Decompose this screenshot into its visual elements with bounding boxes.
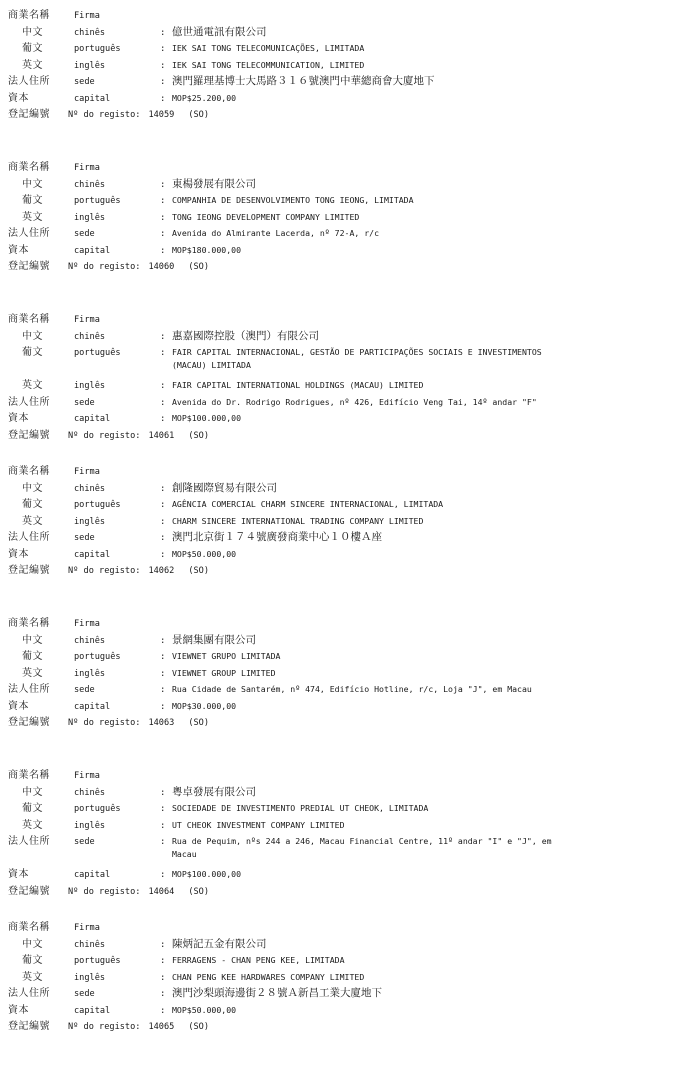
registo-row	[8, 105, 690, 122]
sede-label-zh: 法人住所	[8, 532, 50, 543]
capital-value: MOP$180.000,00	[172, 244, 242, 255]
capital-label-pt: capital	[74, 245, 111, 256]
firma-label-pt: Firma	[74, 923, 100, 933]
colon: :	[160, 229, 166, 239]
portugues-continuation-row	[8, 360, 690, 377]
sede-label-pt: sede	[74, 397, 95, 408]
firma-row	[8, 310, 690, 327]
portugues-label-zh: 葡文	[22, 195, 43, 206]
firma-label-zh: 商業名稱	[8, 618, 50, 629]
company-record	[8, 6, 690, 158]
sede-label-pt: sede	[74, 77, 95, 87]
ingles-label-zh: 英文	[22, 819, 43, 831]
portugues-label-zh: 葡文	[22, 955, 43, 966]
chines-label-pt: chinês	[74, 787, 106, 798]
portuguese-name-value: SOCIEDADE DE INVESTIMENTO PREDIAL UT CHEOK, LIMITADA	[172, 803, 429, 813]
sede-value: 澳門北京街１７４號廣發商業中心１０樓Ａ座	[172, 531, 382, 543]
chines-label-pt: chinês	[74, 331, 106, 342]
firma-label-pt: Firma	[74, 619, 100, 629]
registo-number: 14062	[148, 566, 175, 576]
colon: :	[160, 245, 166, 256]
capital-label-zh: 資本	[8, 548, 29, 560]
english-name-value: IEK SAI TONG TELECOMMUNICATION, LIMITED	[172, 59, 365, 70]
capital-label-pt: capital	[74, 701, 111, 712]
portugues-label-zh: 葡文	[22, 651, 43, 662]
registo-label-zh: 登記編號	[8, 1021, 50, 1032]
capital-row	[8, 545, 690, 562]
portugues-label-pt: português	[74, 196, 121, 206]
capital-value: MOP$50.000,00	[172, 1004, 237, 1015]
company-record	[8, 614, 690, 766]
ingles-label-pt: inglês	[74, 212, 106, 223]
colon: :	[160, 787, 166, 798]
company-record	[8, 918, 690, 1070]
capital-label-pt: capital	[74, 93, 111, 104]
registo-code: (SO)	[188, 110, 210, 120]
ingles-row	[8, 968, 690, 985]
portugues-row	[8, 191, 690, 208]
firma-label-pt: Firma	[74, 315, 100, 325]
colon: :	[160, 397, 166, 408]
sede-label-pt: sede	[74, 229, 95, 239]
chines-label-zh: 中文	[22, 330, 43, 342]
ingles-label-zh: 英文	[22, 59, 43, 71]
portuguese-name-value: COMPANHIA DE DESENVOLVIMENTO TONG IEONG, LIMITADA	[172, 195, 414, 205]
registo-code: (SO)	[188, 1022, 210, 1032]
registo-label-pt: Nº do registo:	[68, 110, 141, 120]
portugues-label-pt: português	[74, 348, 121, 358]
chines-label-pt: chinês	[74, 483, 106, 494]
chinese-name-value: 惠嘉國際控股（澳門）有限公司	[172, 329, 319, 342]
sede-label-zh: 法人住所	[8, 396, 50, 408]
sede-label-zh: 法人住所	[8, 228, 50, 239]
capital-label-pt: capital	[74, 414, 111, 424]
chines-label-pt: chinês	[74, 27, 106, 38]
registo-row	[8, 561, 690, 578]
ingles-row	[8, 664, 690, 681]
english-name-value: CHAN PENG KEE HARDWARES COMPANY LIMITED	[172, 971, 365, 982]
capital-value: MOP$30.000,00	[172, 700, 237, 711]
chines-row	[8, 935, 690, 952]
colon: :	[160, 939, 166, 950]
sede-label-pt: sede	[74, 989, 95, 999]
portugues-label-pt: português	[74, 956, 121, 966]
ingles-row	[8, 816, 690, 833]
colon: :	[160, 381, 166, 391]
english-name-value: TONG IEONG DEVELOPMENT COMPANY LIMITED	[172, 211, 360, 222]
portuguese-name-value: FAIR CAPITAL INTERNACIONAL, GESTÃO DE PARTICIPAÇÕES SOCIAIS E INVESTIMENTOS	[172, 347, 542, 357]
registo-number: 14063	[148, 718, 175, 728]
firma-label-zh: 商業名稱	[8, 162, 50, 173]
chinese-name-value: 創隆國際貿易有限公司	[172, 481, 277, 494]
capital-label-zh: 資本	[8, 1004, 29, 1016]
colon: :	[160, 331, 166, 342]
capital-value: MOP$50.000,00	[172, 548, 237, 559]
sede-label-pt: sede	[74, 837, 95, 847]
sede-value: 澳門羅理基博士大馬路３１６號澳門中華總商會大廈地下	[172, 75, 435, 87]
portuguese-name-value: FERRAGENS - CHAN PENG KEE, LIMITADA	[172, 955, 345, 965]
chines-row	[8, 175, 690, 192]
firma-label-zh: 商業名稱	[8, 922, 50, 933]
registo-code: (SO)	[188, 886, 210, 897]
registo-row	[8, 713, 690, 730]
firma-label-zh: 商業名稱	[8, 466, 50, 477]
firma-label-zh: 商業名稱	[8, 314, 50, 325]
colon: :	[160, 348, 166, 358]
colon: :	[160, 500, 166, 510]
capital-row	[8, 409, 690, 426]
registo-number: 14061	[148, 430, 175, 441]
ingles-label-pt: inglês	[74, 381, 106, 391]
capital-label-zh: 資本	[8, 92, 29, 104]
colon: :	[160, 196, 166, 206]
registo-number: 14059	[148, 110, 175, 120]
firma-row	[8, 918, 690, 935]
registo-label-pt: Nº do registo:	[68, 886, 141, 897]
colon: :	[160, 870, 166, 880]
colon: :	[160, 93, 166, 104]
colon: :	[160, 77, 166, 87]
sede-value: Avenida do Almirante Lacerda, nº 72-A, r/c	[172, 228, 380, 238]
english-name-value: UT CHEOK INVESTMENT COMPANY LIMITED	[172, 819, 345, 830]
capital-label-zh: 資本	[8, 413, 29, 424]
colon: :	[160, 972, 166, 983]
ingles-label-zh: 英文	[22, 971, 43, 983]
chines-row	[8, 631, 690, 648]
registo-label-zh: 登記編號	[8, 565, 50, 576]
chines-label-pt: chinês	[74, 939, 106, 950]
firma-row	[8, 158, 690, 175]
chinese-name-value: 粵卓發展有限公司	[172, 785, 256, 798]
registo-label-pt: Nº do registo:	[68, 430, 141, 441]
capital-label-zh: 資本	[8, 869, 29, 880]
company-record	[8, 462, 690, 614]
colon: :	[160, 837, 166, 847]
sede-label-zh: 法人住所	[8, 988, 50, 999]
portuguese-name-value: IEK SAI TONG TELECOMUNICAÇÕES, LIMITADA	[172, 43, 365, 53]
firma-row	[8, 614, 690, 631]
colon: :	[160, 989, 166, 999]
capital-label-zh: 資本	[8, 244, 29, 256]
colon: :	[160, 516, 166, 527]
chines-label-zh: 中文	[22, 178, 43, 190]
firma-label-zh: 商業名稱	[8, 770, 50, 781]
firma-label-pt: Firma	[74, 163, 100, 173]
portuguese-name-continuation: (MACAU) LIMITADA	[172, 359, 251, 370]
registo-label-zh: 登記編號	[8, 717, 50, 728]
ingles-row	[8, 512, 690, 529]
sede-continuation-row	[8, 849, 690, 866]
registo-label-pt: Nº do registo:	[68, 262, 141, 272]
colon: :	[160, 956, 166, 966]
chines-label-pt: chinês	[74, 179, 106, 190]
firma-row	[8, 462, 690, 479]
registo-label-zh: 登記編號	[8, 885, 50, 897]
chinese-name-value: 景網集團有限公司	[172, 633, 256, 646]
chines-label-zh: 中文	[22, 634, 43, 646]
capital-label-pt: capital	[74, 870, 111, 880]
capital-label-zh: 資本	[8, 700, 29, 712]
chines-row	[8, 479, 690, 496]
firma-row	[8, 766, 690, 783]
capital-value: MOP$25.200,00	[172, 92, 237, 103]
registo-label-pt: Nº do registo:	[68, 1022, 141, 1032]
sede-row	[8, 680, 690, 697]
chines-label-pt: chinês	[74, 635, 106, 646]
colon: :	[160, 212, 166, 223]
chines-row	[8, 783, 690, 800]
chinese-name-value: 陳炳記五金有限公司	[172, 937, 267, 950]
portugues-label-zh: 葡文	[22, 347, 43, 358]
ingles-label-pt: inglês	[74, 60, 106, 71]
chines-label-zh: 中文	[22, 26, 43, 38]
ingles-label-zh: 英文	[22, 515, 43, 527]
portugues-label-zh: 葡文	[22, 43, 43, 54]
capital-row	[8, 865, 690, 882]
colon: :	[160, 483, 166, 494]
registo-label-zh: 登記編號	[8, 261, 50, 272]
sede-row	[8, 72, 690, 89]
registo-label-pt: Nº do registo:	[68, 718, 141, 728]
chines-label-zh: 中文	[22, 482, 43, 494]
capital-value: MOP$100.000,00	[172, 869, 242, 879]
capital-label-pt: capital	[74, 549, 111, 560]
registo-row	[8, 882, 690, 899]
sede-row	[8, 224, 690, 241]
ingles-row	[8, 56, 690, 73]
capital-row	[8, 241, 690, 258]
sede-label-zh: 法人住所	[8, 836, 50, 847]
registo-label-pt: Nº do registo:	[68, 566, 141, 576]
capital-row	[8, 1001, 690, 1018]
registo-label-zh: 登記編號	[8, 109, 50, 120]
sede-value: Rua de Pequim, nºs 244 a 246, Macau Financial Centre, 11º andar "I" e "J", em	[172, 836, 552, 846]
portugues-row	[8, 951, 690, 968]
portugues-label-zh: 葡文	[22, 499, 43, 510]
firma-label-pt: Firma	[74, 11, 100, 21]
firma-label-pt: Firma	[74, 467, 100, 477]
registo-code: (SO)	[188, 262, 210, 272]
portugues-label-pt: português	[74, 500, 121, 510]
colon: :	[160, 179, 166, 190]
portugues-row	[8, 39, 690, 56]
sede-row	[8, 528, 690, 545]
chinese-name-value: 億世通電訊有限公司	[172, 25, 267, 38]
colon: :	[160, 668, 166, 679]
english-name-value: CHARM SINCERE INTERNATIONAL TRADING COMPANY LIMITED	[172, 515, 424, 526]
ingles-label-pt: inglês	[74, 516, 106, 527]
company-record	[8, 310, 690, 462]
sede-row	[8, 393, 690, 410]
registo-number: 14060	[148, 262, 175, 272]
ingles-row	[8, 376, 690, 393]
firma-label-zh: 商業名稱	[8, 10, 50, 21]
sede-value: 澳門沙梨頭海邊街２８號Ａ新昌工業大廈地下	[172, 987, 382, 999]
ingles-label-pt: inglês	[74, 668, 106, 679]
portugues-row	[8, 343, 690, 360]
sede-label-zh: 法人住所	[8, 76, 50, 87]
capital-row	[8, 697, 690, 714]
registo-code: (SO)	[188, 566, 210, 576]
capital-value: MOP$100.000,00	[172, 413, 242, 423]
firma-row	[8, 6, 690, 23]
registo-row	[8, 426, 690, 443]
registo-row	[8, 257, 690, 274]
ingles-label-pt: inglês	[74, 820, 106, 831]
english-name-value: FAIR CAPITAL INTERNATIONAL HOLDINGS (MACAU) LIMITED	[172, 380, 424, 390]
company-record	[8, 158, 690, 310]
ingles-label-zh: 英文	[22, 211, 43, 223]
colon: :	[160, 60, 166, 71]
portugues-label-pt: português	[74, 804, 121, 814]
portugues-row	[8, 799, 690, 816]
sede-label-pt: sede	[74, 533, 95, 543]
colon: :	[160, 414, 166, 424]
colon: :	[160, 44, 166, 54]
sede-label-zh: 法人住所	[8, 684, 50, 695]
registo-number: 14064	[148, 886, 175, 897]
chines-label-zh: 中文	[22, 938, 43, 950]
chines-row	[8, 23, 690, 40]
registo-number: 14065	[148, 1022, 175, 1032]
ingles-label-pt: inglês	[74, 972, 106, 983]
colon: :	[160, 804, 166, 814]
registo-row	[8, 1017, 690, 1034]
colon: :	[160, 685, 166, 695]
sede-value: Avenida do Dr. Rodrigo Rodrigues, nº 426, Edifício Veng Tai, 14º andar "F"	[172, 396, 537, 407]
portuguese-name-value: VIEWNET GRUPO LIMITADA	[172, 651, 281, 661]
registo-label-zh: 登記編號	[8, 429, 50, 441]
english-name-value: VIEWNET GROUP LIMITED	[172, 667, 276, 678]
portugues-label-pt: português	[74, 652, 121, 662]
colon: :	[160, 701, 166, 712]
colon: :	[160, 27, 166, 38]
company-record	[8, 766, 690, 918]
sede-label-pt: sede	[74, 685, 95, 695]
chines-label-zh: 中文	[22, 786, 43, 798]
portugues-label-zh: 葡文	[22, 803, 43, 814]
sede-continuation: Macau	[172, 848, 197, 859]
chines-row	[8, 327, 690, 344]
colon: :	[160, 820, 166, 831]
sede-row	[8, 832, 690, 849]
registo-code: (SO)	[188, 430, 210, 441]
ingles-row	[8, 208, 690, 225]
colon: :	[160, 652, 166, 662]
capital-label-pt: capital	[74, 1005, 111, 1016]
portugues-label-pt: português	[74, 44, 121, 54]
company-registry-list	[8, 6, 690, 1070]
firma-label-pt: Firma	[74, 771, 100, 781]
colon: :	[160, 635, 166, 646]
ingles-label-zh: 英文	[22, 380, 43, 391]
colon: :	[160, 533, 166, 543]
portugues-row	[8, 647, 690, 664]
capital-row	[8, 89, 690, 106]
portugues-row	[8, 495, 690, 512]
colon: :	[160, 1005, 166, 1016]
portuguese-name-value: AGÊNCIA COMERCIAL CHARM SINCERE INTERNACIONAL, LIMITADA	[172, 499, 444, 509]
chinese-name-value: 東楊發展有限公司	[172, 177, 256, 190]
registo-code: (SO)	[188, 718, 210, 728]
colon: :	[160, 549, 166, 560]
sede-value: Rua Cidade de Santarém, nº 474, Edifício Hotline, r/c, Loja "J", em Macau	[172, 684, 532, 694]
ingles-label-zh: 英文	[22, 667, 43, 679]
sede-row	[8, 984, 690, 1001]
